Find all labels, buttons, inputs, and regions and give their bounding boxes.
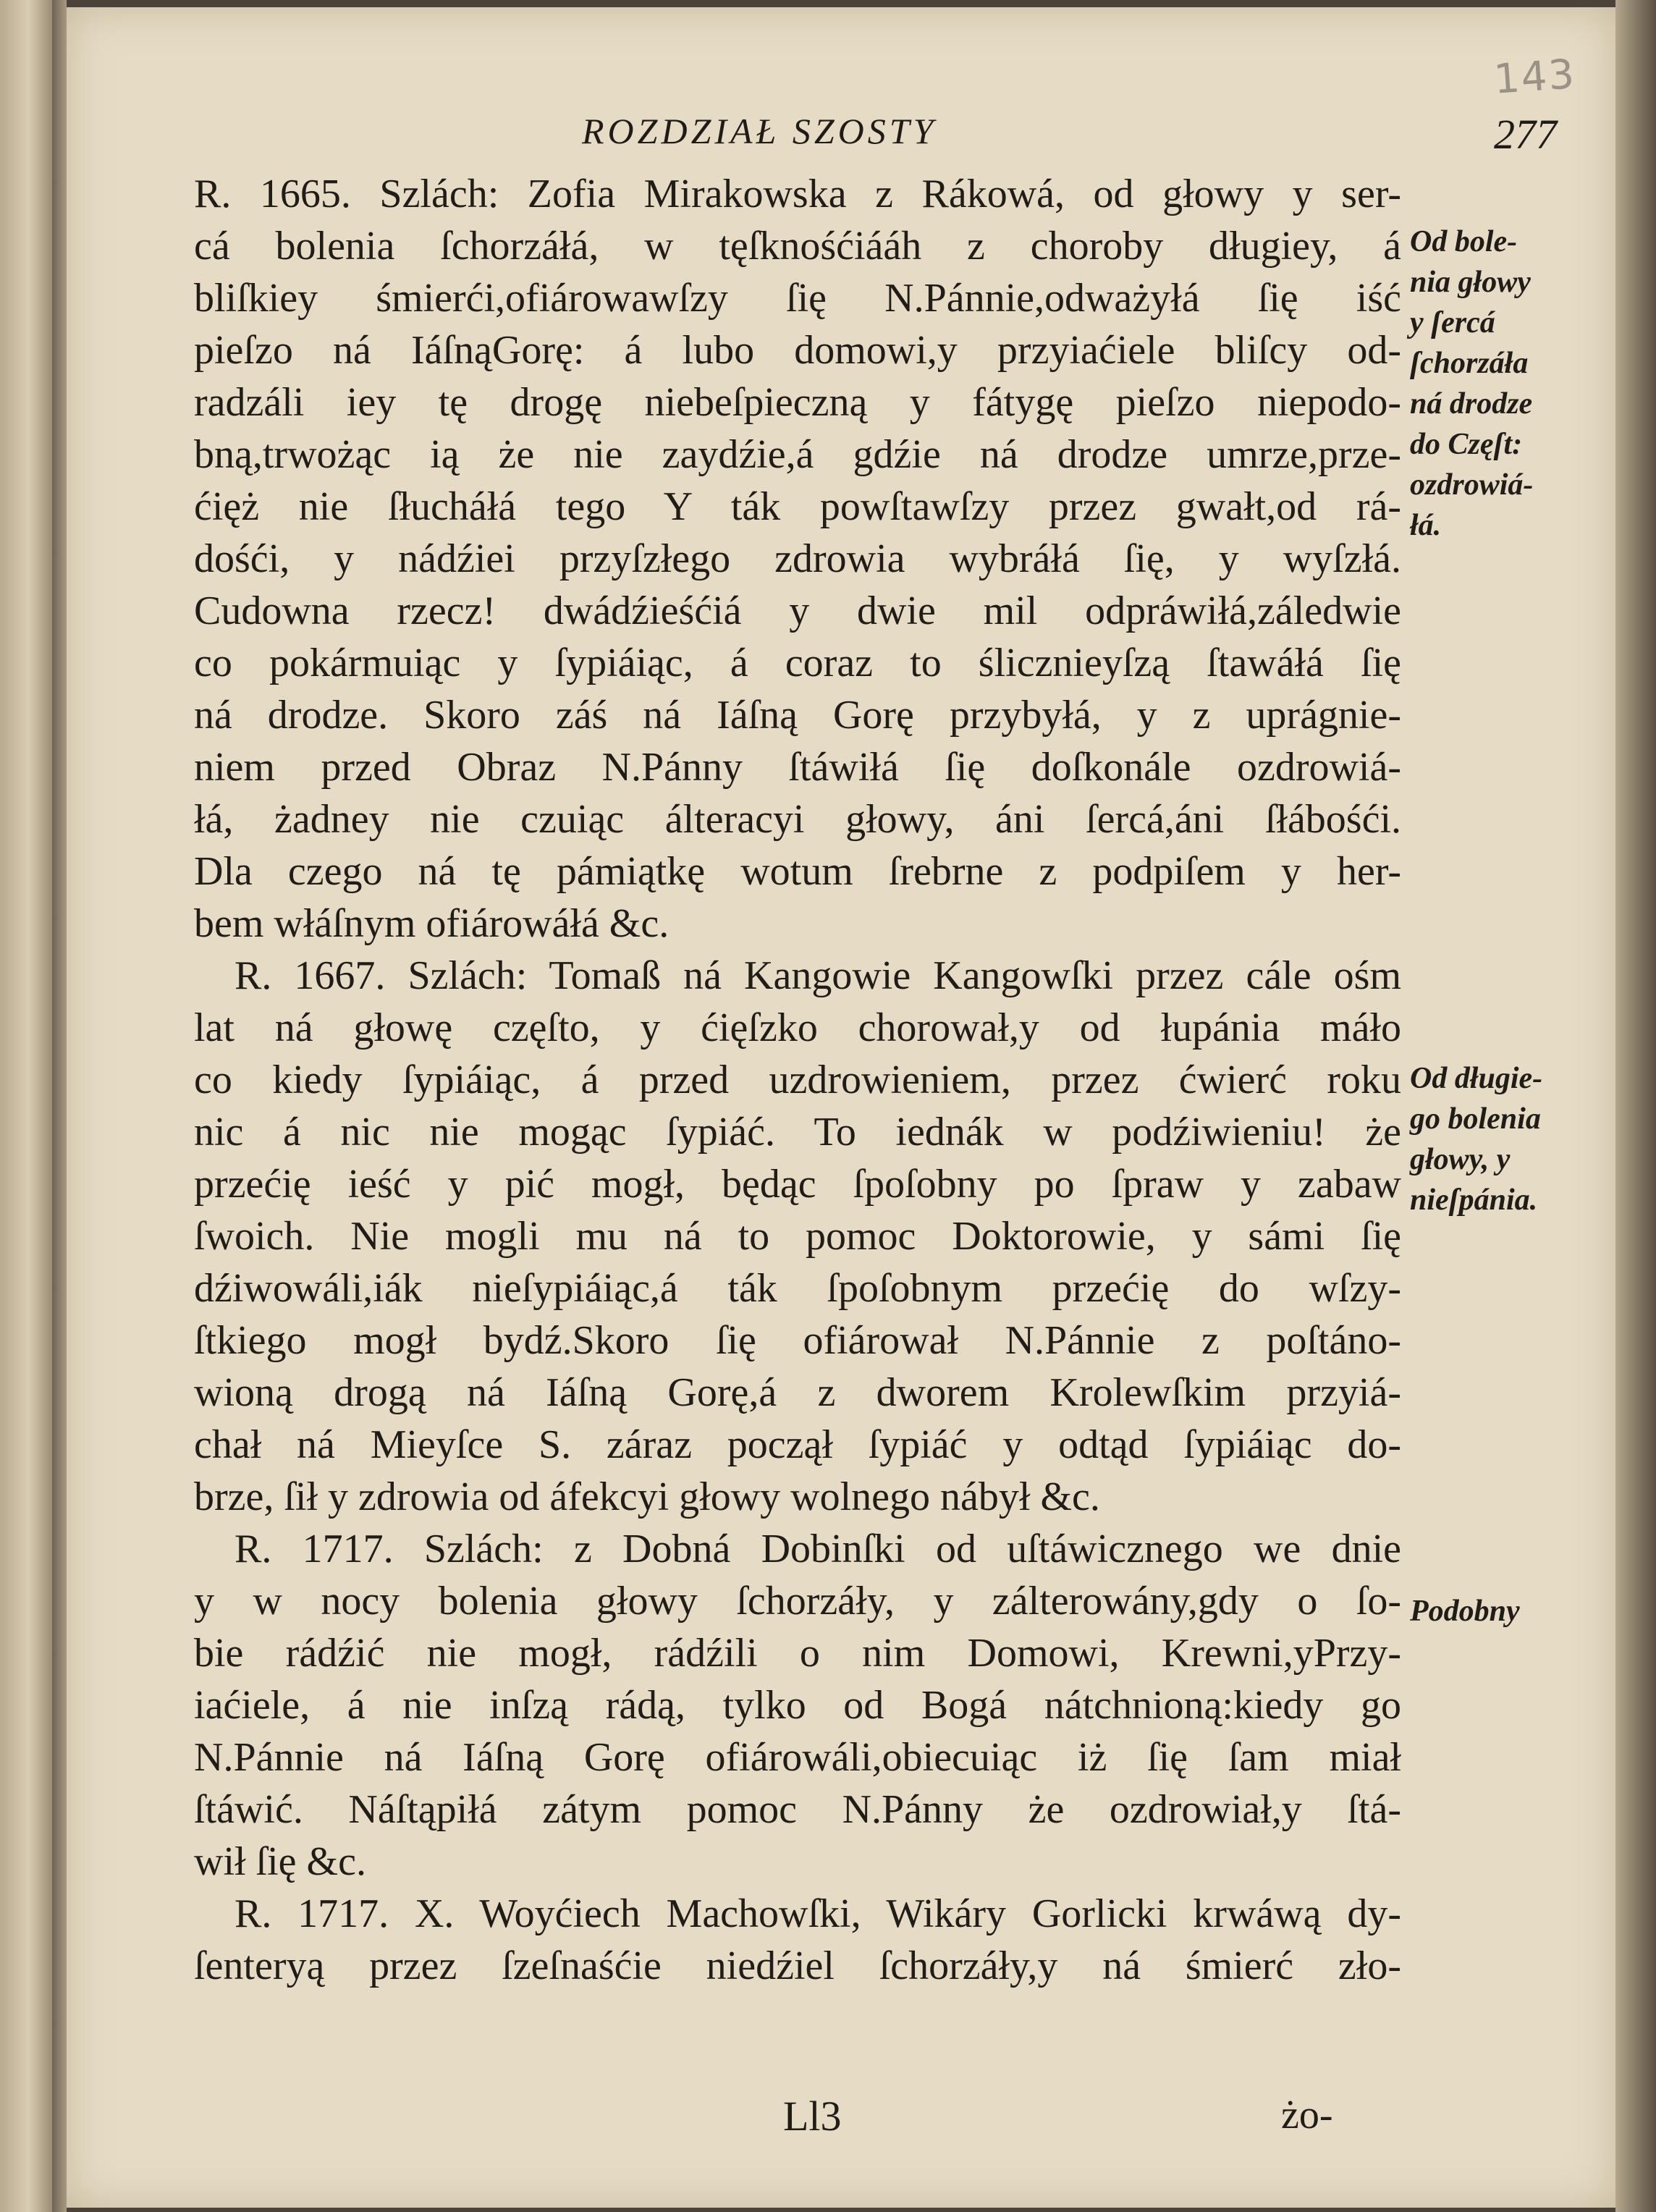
text-line: lat ná głowę częſto, y ćięſzko chorował,y od łupánia máło [194, 1005, 1401, 1050]
text-line: pieſzo ná IáſnąGorę: á lubo domowi,y przyiaćiele bliſcy od- [194, 328, 1401, 373]
margin-note-line: nia głowy [1410, 266, 1531, 299]
margin-note-line: głowy, y [1410, 1143, 1511, 1176]
text-line: dośći, y nádźiei przyſzłego zdrowia wybráłá ſię, y wyſzłá. [194, 536, 1401, 581]
margin-note-line: Od bole- [1410, 225, 1518, 258]
page-edge [1615, 0, 1656, 2212]
margin-note-similar [1410, 1591, 1584, 1631]
pencil-folio-number: 143 [1492, 51, 1578, 104]
text-line: iaćiele, á nie inſzą rádą, tylko od Bogá nátchnioną:kiedy go [194, 1683, 1401, 1728]
text-line: Dla czego ná tę pámiątkę wotum ſrebrne z podpiſem y her- [194, 849, 1401, 894]
margin-note-line: Podobny [1410, 1595, 1520, 1628]
margin-note-line: ozdrowiá- [1410, 468, 1534, 502]
text-line: nic á nic nie mogąc ſypiáć. To iednák w podźiwieniu! że [194, 1110, 1401, 1154]
text-line: y w nocy bolenia głowy ſchorzáły, y zálterowány,gdy o ſo- [194, 1579, 1401, 1624]
text-line: bną,trwożąc ią że nie zaydźie,á gdźie ná drodze umrze,prze- [194, 432, 1401, 477]
text-line: bliſkiey śmierći,ofiárowawſzy ſię N.Pánnie,odważyłá ſię iść [194, 276, 1401, 321]
text-line: wioną drogą ná Iáſną Gorę,á z dworem Krolewſkim przyiá- [194, 1370, 1401, 1415]
margin-note-line: ná drodze [1410, 387, 1533, 421]
margin-note-insomnia [1410, 1058, 1584, 1220]
text-line: R. 1717. Szlách: z Dobná Dobinſki od uſtáwicznego we dnie [235, 1527, 1401, 1571]
text-line: wił ſię &c. [194, 1839, 366, 1884]
text-line: bie rádźić nie mogł, rádźili o nim Domowi, Krewni,yPrzy- [194, 1631, 1401, 1676]
book-gutter [52, 0, 67, 2212]
text-line: Cudowna rzecz! dwádźieśćiá y dwie mil odpráwiłá,záledwie [194, 588, 1401, 633]
text-line: co pokármuiąc y ſypiáiąc, á coraz to ślicznieyſzą ſtawáłá ſię [194, 641, 1401, 685]
margin-note-line: ſchorzáła [1410, 347, 1529, 380]
margin-note-line: łá. [1410, 509, 1442, 542]
margin-note-line: y ſercá [1410, 306, 1495, 339]
text-line: ćięż nie ſłucháłá tego Y ták powſtawſzy przez gwałt,od rá- [194, 484, 1401, 529]
margin-note-line: go bolenia [1410, 1102, 1541, 1136]
text-line: ſtkiego mogł bydź.Skoro ſię ofiárował N.Pánnie z poſtáno- [194, 1318, 1401, 1363]
text-line: R. 1667. Szlách: Tomaß ná Kangowie Kangowſki przez cále ośm [235, 953, 1401, 998]
catchword: żo- [1281, 2093, 1333, 2137]
margin-note-line: nieſpánia. [1410, 1183, 1538, 1217]
page-number: 277 [1494, 111, 1557, 158]
facing-page-edge [0, 0, 52, 2212]
text-line: co kiedy ſypiáiąc, á przed uzdrowieniem, przez ćwierć roku [194, 1058, 1401, 1102]
text-line: dźiwowáli,iák nieſypiáiąc,á ták ſpoſobnym przećię do wſzy- [194, 1266, 1401, 1311]
text-line: N.Pánnie ná Iáſną Gorę ofiárowáli,obiecuiąc iż ſię ſam miał [194, 1735, 1401, 1780]
text-line: chał ná Mieyſce S. záraz począł ſypiáć y odtąd ſypiáiąc do- [194, 1422, 1401, 1467]
margin-note-headache-cure [1410, 221, 1584, 546]
text-line: R. 1665. Szlách: Zofia Mirakowska z Rákowá, od głowy y ser- [194, 172, 1401, 216]
running-head: ROZDZIAŁ SZOSTY [582, 111, 937, 151]
text-line: radzáli iey tę drogę niebeſpieczną y fátygę pieſzo niepodo- [194, 380, 1401, 425]
text-line: łá, żadney nie czuiąc álteracyi głowy, áni ſercá,áni ſłábośći. [194, 797, 1401, 842]
margin-note-line: do Częſt: [1410, 428, 1523, 461]
signature-mark: Ll3 [783, 2093, 842, 2140]
book-page [67, 7, 1615, 2208]
text-line: ſtáwić. Náſtąpiłá zátym pomoc N.Pánny że ozdrowiał,y ſtá- [194, 1787, 1401, 1832]
text-line: ſenteryą przez ſzeſnaśćie niedźiel ſchorzáły,y ná śmierć zło- [194, 1943, 1401, 1988]
text-line: brze, ſił y zdrowia od áfekcyi głowy wolnego nábył &c. [194, 1474, 1100, 1519]
text-line: przećię ieść y pić mogł, będąc ſpoſobny po ſpraw y zabaw [194, 1162, 1401, 1207]
text-line: ſwoich. Nie mogli mu ná to pomoc Doktorowie, y sámi ſię [194, 1214, 1401, 1259]
text-line: cá bolenia ſchorzáłá, w tęſknośćiááh z choroby długiey, á [194, 224, 1401, 269]
margin-note-line: Od długie- [1410, 1062, 1543, 1095]
text-line: niem przed Obraz N.Pánny ſtáwiłá ſię doſkonále ozdrowiá- [194, 745, 1401, 790]
text-line: R. 1717. X. Woyćiech Machowſki, Wikáry Gorlicki krwáwą dy- [235, 1891, 1401, 1936]
text-line: ná drodze. Skoro záś ná Iáſną Gorę przybyłá, y z uprágnie- [194, 693, 1401, 738]
text-line: bem włáſnym ofiárowáłá &c. [194, 901, 669, 946]
